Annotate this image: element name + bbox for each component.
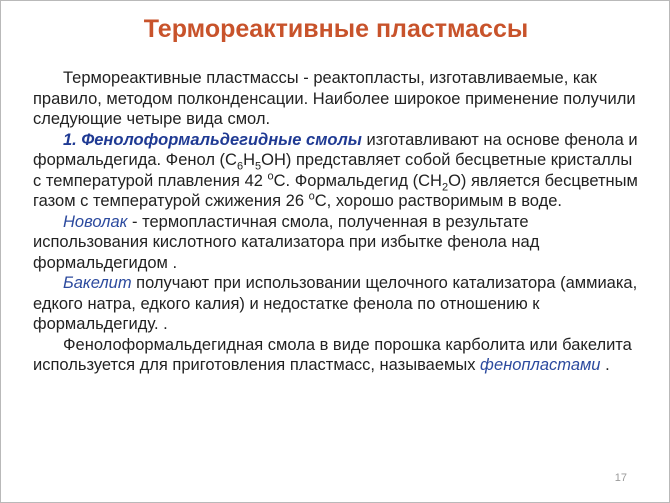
page-number: 17 bbox=[614, 472, 627, 484]
resin-heading: 1. Фенолоформальдегидные смолы bbox=[63, 130, 362, 149]
superscript: о bbox=[267, 170, 274, 182]
subscript: 6 bbox=[236, 160, 244, 173]
term-novolac: Новолак bbox=[63, 212, 128, 231]
term-phenoplasts: фенопластами bbox=[480, 356, 601, 374]
paragraph-phenoplasts bbox=[33, 335, 645, 376]
text-part: Н bbox=[243, 151, 256, 169]
paragraph-intro bbox=[33, 68, 645, 130]
subscript: 2 bbox=[441, 180, 449, 193]
intro-text: Термореактивные пластмассы - реактопласты, изготавливаемые, как правило, методом полконденсации. Наиболее широкое применение получили следующие четыре вида смол. bbox=[33, 69, 636, 128]
phenoplasts-tail: . bbox=[600, 356, 610, 374]
superscript: о bbox=[308, 190, 315, 203]
slide-body bbox=[33, 68, 645, 376]
text-part: О) является бесцветным газом с температурой сжижения 26 bbox=[33, 171, 638, 210]
phenoplasts-text: Фенолоформальдегидная смола в виде порошка карболита или бакелита используется для приготовления пластмасс, называемых bbox=[33, 335, 632, 374]
novolac-text: - термопластичная смола, полученная в результате использования кислотного катализатора при избытке фенола над формальдегидом . bbox=[33, 212, 540, 272]
subscript: 5 bbox=[255, 160, 262, 173]
text-part: изготавливают на основе фенола и формальдегида. Фенол (С bbox=[33, 130, 638, 169]
slide-title: Термореактивные пластмассы bbox=[143, 15, 529, 43]
term-bakelite: Бакелит bbox=[63, 274, 132, 292]
text-part: ОН) представляет собой бесцветные кристаллы с температурой плавления 42 bbox=[33, 151, 633, 190]
text-part: С. Формальдегид (СН bbox=[273, 171, 442, 190]
paragraph-novolac bbox=[33, 212, 645, 274]
text-part: С, хорошо растворимым в воде. bbox=[314, 192, 563, 210]
bakelite-text: получают при использовании щелочного катализатора (аммиака, едкого натра, едкого калия) и недостатке фенола по отношению к формальдегиду. . bbox=[33, 274, 638, 333]
paragraph-bakelite bbox=[33, 273, 645, 335]
paragraph-phenol-resins bbox=[33, 130, 645, 212]
